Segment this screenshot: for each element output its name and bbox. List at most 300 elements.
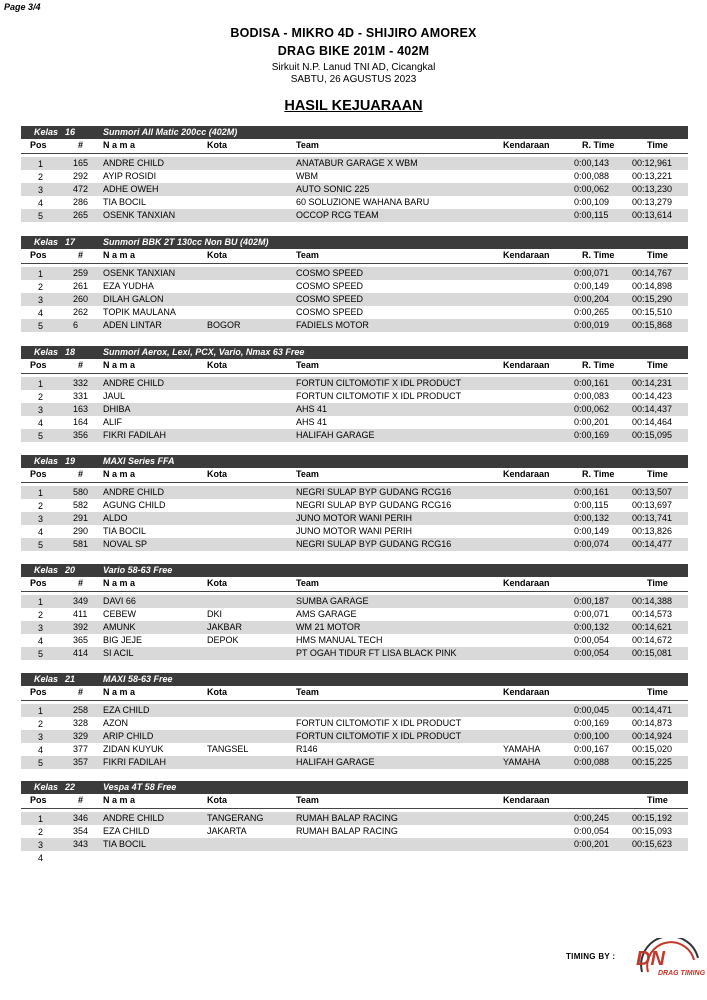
cell-pos: 2	[38, 827, 44, 837]
cell-nama: DAVI 66	[103, 596, 136, 606]
column-header-team: Team	[296, 250, 319, 260]
kelas-name: MAXI Series FFA	[103, 456, 175, 466]
cell-rtime: 0:00,167	[574, 744, 610, 754]
table-row	[21, 183, 688, 196]
cell-time: 00:14,924	[632, 731, 673, 741]
cell-rtime: 0:00,265	[574, 307, 610, 317]
table-row	[21, 812, 688, 825]
column-header-kota: Kota	[207, 795, 227, 805]
cell-num: 6	[73, 320, 79, 330]
column-header-nama: N a m a	[103, 360, 136, 370]
cell-team: 60 SOLUZIONE WAHANA BARU	[296, 197, 430, 207]
kelas-label: Kelas	[34, 127, 59, 137]
cell-team: FORTUN CILTOMOTIF X IDL PRODUCT	[296, 378, 462, 388]
cell-num: 343	[73, 839, 89, 849]
column-header-nama: N a m a	[103, 795, 136, 805]
cell-rtime: 0:00,109	[574, 197, 610, 207]
cell-nama: FIKRI FADILAH	[103, 757, 167, 767]
column-header-team: Team	[296, 140, 319, 150]
kelas-name: Sunmori BBK 2T 130cc Non BU (402M)	[103, 237, 269, 247]
cell-num: 163	[73, 404, 89, 414]
table-row	[21, 756, 688, 769]
column-header-time: Time	[647, 250, 668, 260]
column-header-pos: Pos	[30, 687, 47, 697]
cell-team: JUNO MOTOR WANI PERIH	[296, 513, 413, 523]
cell-pos: 5	[38, 431, 44, 441]
kelas-name: Vario 58-63 Free	[103, 565, 173, 575]
cell-num: 357	[73, 757, 89, 767]
cell-num: 332	[73, 378, 89, 388]
cell-pos: 2	[38, 610, 44, 620]
event-date: SABTU, 26 AGUSTUS 2023	[290, 74, 417, 85]
column-header-rtime: R. Time	[582, 469, 615, 479]
cell-pos: 5	[38, 321, 44, 331]
cell-nama: EZA CHILD	[103, 826, 150, 836]
cell-time: 00:15,868	[632, 320, 673, 330]
cell-nama: ALDO	[103, 513, 128, 523]
cell-pos: 2	[38, 392, 44, 402]
cell-nama: AYIP ROSIDI	[103, 171, 157, 181]
timing-label: TIMING BY :	[566, 952, 616, 961]
cell-time: 00:15,093	[632, 826, 673, 836]
cell-nama: ZIDAN KUYUK	[103, 744, 164, 754]
cell-num: 265	[73, 210, 89, 220]
kelas-number: 20	[65, 565, 76, 575]
cell-nama: AZON	[103, 718, 129, 728]
table-row	[21, 825, 688, 838]
cell-time: 00:14,898	[632, 281, 673, 291]
cell-time: 00:14,423	[632, 391, 673, 401]
table-row	[21, 608, 688, 621]
table-row	[21, 621, 688, 634]
cell-nama: ALIF	[103, 417, 123, 427]
cell-nama: CEBEW	[103, 609, 137, 619]
kelas-section	[21, 673, 688, 769]
cell-time: 00:13,741	[632, 513, 673, 523]
table-row	[21, 486, 688, 499]
column-header-rtime: R. Time	[582, 140, 615, 150]
cell-rtime: 0:00,054	[574, 648, 610, 658]
table-row	[21, 512, 688, 525]
table-row	[21, 267, 688, 280]
cell-rtime: 0:00,169	[574, 718, 610, 728]
cell-pos: 2	[38, 501, 44, 511]
cell-pos: 3	[38, 185, 44, 195]
cell-num: 329	[73, 731, 89, 741]
cell-nama: ANDRE CHILD	[103, 378, 165, 388]
column-header-num: #	[78, 250, 84, 260]
kelas-number: 22	[65, 782, 76, 792]
cell-time: 00:15,192	[632, 813, 673, 823]
cell-pos: 4	[38, 853, 44, 863]
cell-rtime: 0:00,071	[574, 268, 610, 278]
column-header-time: Time	[647, 795, 668, 805]
kelas-section	[21, 564, 688, 660]
table-row	[21, 838, 688, 851]
kelas-name: Sunmori Aerox, Lexi, PCX, Vario, Nmax 63 Free	[103, 347, 305, 357]
cell-team: HALIFAH GARAGE	[296, 430, 375, 440]
column-header-kota: Kota	[207, 360, 227, 370]
cell-num: 331	[73, 391, 89, 401]
kelas-label: Kelas	[34, 565, 59, 575]
kelas-label: Kelas	[34, 782, 59, 792]
cell-rtime: 0:00,071	[574, 609, 610, 619]
column-header-kendaraan: Kendaraan	[503, 469, 550, 479]
cell-team: FORTUN CILTOMOTIF X IDL PRODUCT	[296, 731, 462, 741]
table-row	[21, 280, 688, 293]
cell-time: 00:14,621	[632, 622, 673, 632]
column-headers	[21, 686, 688, 701]
column-header-rtime: R. Time	[582, 360, 615, 370]
column-headers	[21, 139, 688, 154]
kelas-name: Vespa 4T 58 Free	[103, 782, 177, 792]
cell-team: WBM	[296, 171, 318, 181]
cell-nama: ADHE OWEH	[103, 184, 159, 194]
results-rows	[21, 377, 688, 442]
cell-pos: 5	[38, 540, 44, 550]
table-row	[21, 595, 688, 608]
cell-pos: 1	[38, 379, 44, 389]
cell-num: 356	[73, 430, 89, 440]
cell-num: 411	[73, 609, 88, 619]
kelas-number: 21	[65, 674, 76, 684]
cell-team: FORTUN CILTOMOTIF X IDL PRODUCT	[296, 718, 462, 728]
column-header-team: Team	[296, 795, 319, 805]
cell-nama: JAUL	[103, 391, 126, 401]
cell-time: 00:13,230	[632, 184, 673, 194]
cell-nama: OSENK TANXIAN	[103, 268, 176, 278]
kelas-name: Sunmori All Matic 200cc (402M)	[103, 127, 238, 137]
table-row	[21, 416, 688, 429]
cell-nama: TIA BOCIL	[103, 526, 147, 536]
cell-time: 00:15,020	[632, 744, 673, 754]
cell-rtime: 0:00,083	[574, 391, 610, 401]
cell-num: 472	[73, 184, 89, 194]
table-row	[21, 196, 688, 209]
column-header-kendaraan: Kendaraan	[503, 687, 550, 697]
cell-rtime: 0:00,115	[574, 210, 609, 220]
column-header-kota: Kota	[207, 250, 227, 260]
dn-drag-timing-logo	[628, 938, 706, 978]
cell-time: 00:13,507	[632, 487, 673, 497]
event-subtitle: DRAG BIKE 201M - 402M	[277, 44, 430, 58]
cell-pos: 1	[38, 159, 44, 169]
column-header-pos: Pos	[30, 250, 47, 260]
column-header-num: #	[78, 140, 84, 150]
cell-kota: TANGSEL	[207, 744, 249, 754]
cell-nama: ANDRE CHILD	[103, 813, 165, 823]
cell-time: 00:14,477	[632, 539, 673, 549]
logo-letters: DN	[636, 948, 665, 970]
cell-num: 346	[73, 813, 89, 823]
column-header-team: Team	[296, 687, 319, 697]
cell-kota: JAKARTA	[207, 826, 247, 836]
kelas-bar	[21, 673, 688, 686]
column-header-kendaraan: Kendaraan	[503, 140, 550, 150]
column-header-time: Time	[647, 469, 668, 479]
cell-nama: NOVAL SP	[103, 539, 148, 549]
table-row	[21, 390, 688, 403]
cell-nama: ADEN LINTAR	[103, 320, 162, 330]
table-row	[21, 730, 688, 743]
column-headers	[21, 468, 688, 483]
column-header-kendaraan: Kendaraan	[503, 795, 550, 805]
table-row	[21, 429, 688, 442]
cell-team: NEGRI SULAP BYP GUDANG RCG16	[296, 500, 452, 510]
cell-rtime: 0:00,045	[574, 705, 610, 715]
column-header-kota: Kota	[207, 687, 227, 697]
cell-team: FORTUN CILTOMOTIF X IDL PRODUCT	[296, 391, 462, 401]
cell-time: 00:13,697	[632, 500, 673, 510]
cell-nama: AGUNG CHILD	[103, 500, 166, 510]
cell-rtime: 0:00,161	[574, 378, 610, 388]
cell-num: 354	[73, 826, 89, 836]
cell-rtime: 0:00,019	[574, 320, 610, 330]
cell-nama: BIG JEJE	[103, 635, 143, 645]
table-row	[21, 538, 688, 551]
cell-time: 00:13,826	[632, 526, 673, 536]
cell-time: 00:15,510	[632, 307, 673, 317]
kelas-label: Kelas	[34, 674, 59, 684]
cell-pos: 3	[38, 295, 44, 305]
cell-team: AHS 41	[296, 417, 328, 427]
event-title: BODISA - MIKRO 4D - SHIJIRO AMOREX	[230, 26, 477, 40]
column-header-num: #	[78, 578, 84, 588]
cell-rtime: 0:00,054	[574, 826, 610, 836]
cell-rtime: 0:00,054	[574, 635, 610, 645]
cell-nama: OSENK TANXIAN	[103, 210, 176, 220]
column-header-team: Team	[296, 360, 319, 370]
cell-num: 292	[73, 171, 89, 181]
column-header-time: Time	[647, 578, 668, 588]
kelas-section	[21, 126, 688, 222]
cell-nama: EZA CHILD	[103, 705, 150, 715]
cell-pos: 1	[38, 814, 44, 824]
cell-pos: 2	[38, 719, 44, 729]
cell-num: 392	[73, 622, 89, 632]
cell-nama: SI ACIL	[103, 648, 134, 658]
cell-rtime: 0:00,149	[574, 281, 610, 291]
cell-kota: BOGOR	[207, 320, 241, 330]
cell-num: 164	[73, 417, 89, 427]
cell-nama: DHIBA	[103, 404, 131, 414]
cell-rtime: 0:00,204	[574, 294, 610, 304]
cell-pos: 3	[38, 514, 44, 524]
kelas-label: Kelas	[34, 456, 59, 466]
cell-team: ANATABUR GARAGE X WBM	[296, 158, 418, 168]
cell-num: 349	[73, 596, 89, 606]
kelas-number: 18	[65, 347, 76, 357]
cell-pos: 1	[38, 597, 44, 607]
cell-team: FADIELS MOTOR	[296, 320, 369, 330]
cell-num: 328	[73, 718, 89, 728]
cell-time: 00:13,614	[632, 210, 673, 220]
cell-rtime: 0:00,201	[574, 839, 610, 849]
cell-team: RUMAH BALAP RACING	[296, 826, 398, 836]
cell-time: 00:12,961	[632, 158, 673, 168]
cell-pos: 2	[38, 282, 44, 292]
kelas-label: Kelas	[34, 237, 59, 247]
kelas-section	[21, 781, 688, 864]
cell-rtime: 0:00,132	[574, 622, 610, 632]
cell-num: 261	[73, 281, 89, 291]
column-header-rtime: R. Time	[582, 250, 615, 260]
column-headers	[21, 359, 688, 374]
column-header-nama: N a m a	[103, 469, 136, 479]
cell-kota: DEPOK	[207, 635, 239, 645]
column-header-pos: Pos	[30, 140, 47, 150]
table-row	[21, 293, 688, 306]
kelas-section	[21, 346, 688, 442]
cell-time: 00:14,672	[632, 635, 673, 645]
table-row	[21, 525, 688, 538]
cell-num: 260	[73, 294, 89, 304]
results-rows	[21, 704, 688, 769]
cell-time: 00:14,231	[632, 378, 673, 388]
kelas-bar	[21, 564, 688, 577]
table-row	[21, 170, 688, 183]
cell-num: 290	[73, 526, 89, 536]
cell-team: AUTO SONIC 225	[296, 184, 370, 194]
column-header-team: Team	[296, 469, 319, 479]
cell-pos: 4	[38, 745, 44, 755]
cell-team: HALIFAH GARAGE	[296, 757, 375, 767]
cell-team: PT OGAH TIDUR FT LISA BLACK PINK	[296, 648, 457, 658]
cell-pos: 3	[38, 623, 44, 633]
cell-nama: EZA YUDHA	[103, 281, 154, 291]
logo-text: DRAG TIMING	[658, 970, 706, 977]
cell-kendaraan: YAMAHA	[503, 744, 541, 754]
cell-team: COSMO SPEED	[296, 281, 364, 291]
kelas-bar	[21, 455, 688, 468]
cell-team: AHS 41	[296, 404, 328, 414]
results-heading: HASIL KEJUARAAN	[284, 98, 423, 114]
cell-rtime: 0:00,245	[574, 813, 610, 823]
kelas-bar	[21, 126, 688, 139]
kelas-label: Kelas	[34, 347, 59, 357]
cell-team: OCCOP RCG TEAM	[296, 210, 379, 220]
cell-time: 00:14,437	[632, 404, 673, 414]
table-row	[21, 499, 688, 512]
column-header-time: Time	[647, 687, 668, 697]
cell-team: NEGRI SULAP BYP GUDANG RCG16	[296, 539, 452, 549]
column-header-num: #	[78, 469, 84, 479]
cell-team: COSMO SPEED	[296, 268, 364, 278]
column-header-time: Time	[647, 140, 668, 150]
table-row	[21, 319, 688, 332]
kelas-section	[21, 236, 688, 332]
cell-nama: AMUNK	[103, 622, 136, 632]
cell-time: 00:15,225	[632, 757, 673, 767]
column-headers	[21, 577, 688, 592]
cell-rtime: 0:00,201	[574, 417, 610, 427]
cell-rtime: 0:00,062	[574, 404, 610, 414]
column-header-kendaraan: Kendaraan	[503, 360, 550, 370]
cell-time: 00:15,623	[632, 839, 673, 849]
cell-num: 414	[73, 648, 89, 658]
cell-time: 00:14,573	[632, 609, 673, 619]
cell-pos: 5	[38, 649, 44, 659]
cell-rtime: 0:00,088	[574, 757, 610, 767]
cell-time: 00:14,471	[632, 705, 673, 715]
footer	[566, 938, 706, 978]
table-row	[21, 851, 688, 864]
cell-rtime: 0:00,088	[574, 171, 610, 181]
column-header-kota: Kota	[207, 578, 227, 588]
cell-rtime: 0:00,161	[574, 487, 610, 497]
column-headers	[21, 249, 688, 264]
venue: Sirkuit N.P. Lanud TNI AD, Cicangkal	[271, 62, 436, 73]
cell-pos: 1	[38, 269, 44, 279]
column-header-pos: Pos	[30, 578, 47, 588]
cell-team: RUMAH BALAP RACING	[296, 813, 398, 823]
column-header-kendaraan: Kendaraan	[503, 578, 550, 588]
cell-pos: 3	[38, 732, 44, 742]
cell-num: 165	[73, 158, 89, 168]
cell-nama: TOPIK MAULANA	[103, 307, 176, 317]
table-row	[21, 377, 688, 390]
cell-pos: 3	[38, 405, 44, 415]
cell-nama: TIA BOCIL	[103, 839, 147, 849]
cell-team: WM 21 MOTOR	[296, 622, 361, 632]
column-header-nama: N a m a	[103, 140, 136, 150]
cell-time: 00:15,290	[632, 294, 673, 304]
cell-nama: FIKRI FADILAH	[103, 430, 167, 440]
column-header-num: #	[78, 360, 84, 370]
column-header-pos: Pos	[30, 795, 47, 805]
column-header-time: Time	[647, 360, 668, 370]
table-row	[21, 634, 688, 647]
cell-time: 00:13,279	[632, 197, 673, 207]
cell-num: 286	[73, 197, 89, 207]
cell-pos: 4	[38, 527, 44, 537]
table-row	[21, 743, 688, 756]
cell-num: 291	[73, 513, 89, 523]
cell-num: 259	[73, 268, 89, 278]
cell-team: JUNO MOTOR WANI PERIH	[296, 526, 413, 536]
results-rows	[21, 486, 688, 551]
page-label: Page 3/4	[4, 2, 41, 12]
column-header-kendaraan: Kendaraan	[503, 250, 550, 260]
column-header-nama: N a m a	[103, 250, 136, 260]
kelas-number: 16	[65, 127, 76, 137]
cell-nama: TIA BOCIL	[103, 197, 147, 207]
cell-team: COSMO SPEED	[296, 307, 364, 317]
kelas-name: MAXI 58-63 Free	[103, 674, 173, 684]
cell-rtime: 0:00,187	[574, 596, 610, 606]
column-headers	[21, 794, 688, 809]
results-rows	[21, 157, 688, 222]
cell-nama: ARIP CHILD	[103, 731, 154, 741]
table-row	[21, 647, 688, 660]
cell-num: 582	[73, 500, 89, 510]
cell-pos: 4	[38, 198, 44, 208]
results-rows	[21, 812, 688, 864]
cell-time: 00:14,388	[632, 596, 673, 606]
cell-kendaraan: YAMAHA	[503, 757, 541, 767]
cell-team: COSMO SPEED	[296, 294, 364, 304]
cell-num: 262	[73, 307, 89, 317]
cell-pos: 4	[38, 308, 44, 318]
column-header-pos: Pos	[30, 469, 47, 479]
cell-team: AMS GARAGE	[296, 609, 357, 619]
cell-team: NEGRI SULAP BYP GUDANG RCG16	[296, 487, 452, 497]
column-header-num: #	[78, 687, 84, 697]
cell-team: SUMBA GARAGE	[296, 596, 369, 606]
cell-team: R146	[296, 744, 318, 754]
cell-num: 377	[73, 744, 89, 754]
cell-num: 580	[73, 487, 89, 497]
